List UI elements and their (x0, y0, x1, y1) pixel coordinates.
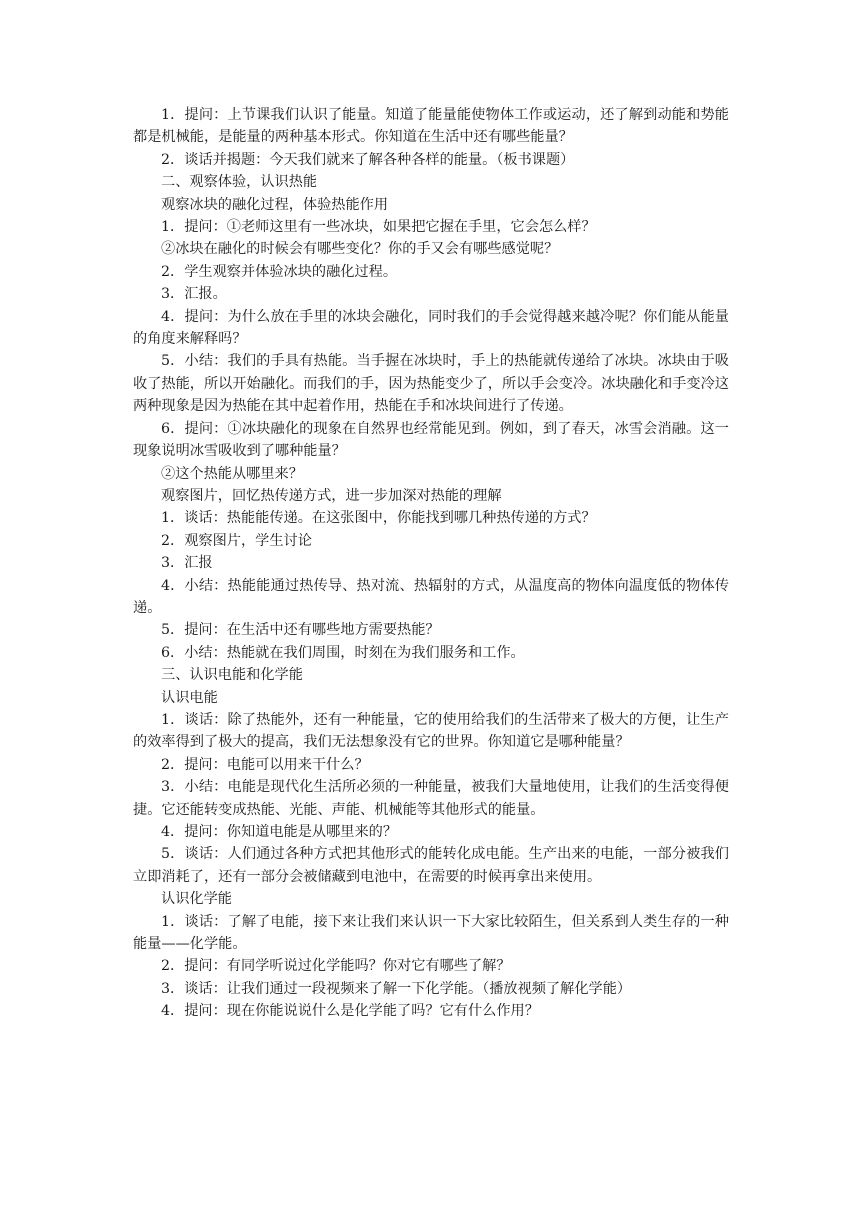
paragraph: 5．谈话：人们通过各种方式把其他形式的能转化成电能。生产出来的电能，一部分被我们立即消耗了，还有一部分会被储藏到电池中，在需要的时候再拿出来使用。 (133, 846, 729, 885)
paragraph: 4．小结：热能能通过热传导、热对流、热辐射的方式，从温度高的物体向温度低的物体传递。 (133, 577, 729, 616)
paragraph: 6．提问：①冰块融化的现象在自然界也经常能见到。例如，到了春天，冰雪会消融。这一现象说明冰雪吸收到了哪种能量？ (133, 420, 729, 460)
paragraph: 4．提问：为什么放在手里的冰块会融化，同时我们的手会觉得越来越冷呢？你们能从能量的角度来解释吗？ (133, 308, 729, 348)
paragraph: 1．谈话：热能能传递。在这张图中，你能找到哪几种热传递的方式？ (161, 510, 596, 527)
subsection-heading: 观察图片，回忆热传递方式，进一步加深对热能的理解 (161, 487, 502, 504)
section-heading: 三、认识电能和化学能 (161, 667, 303, 684)
paragraph: 2．提问：电能可以用来干什么？ (161, 756, 369, 773)
subsection-heading: 认识化学能 (161, 891, 232, 908)
paragraph: 5．提问：在生活中还有哪些地方需要热能？ (161, 622, 440, 639)
subsection-heading: 认识电能 (161, 689, 218, 706)
paragraph: 1．谈话：了解了电能，接下来让我们来认识一下大家比较陌生，但关系到人类生存的一种能量——化学能。 (133, 913, 729, 953)
paragraph: 1．提问：上节课我们认识了能量。知道了能量能使物体工作或运动，还了解到动能和势能都是机械能，是能量的两种基本形式。你知道在生活中还有哪些能量？ (133, 107, 729, 146)
paragraph: 2．提问：有同学听说过化学能吗？你对它有哪些了解？ (161, 958, 511, 975)
paragraph: 1．提问：①老师这里有一些冰块，如果把它握在手里，它会怎么样？ (161, 219, 596, 236)
document-page (133, 104, 729, 1023)
paragraph: 2．谈话并揭题：今天我们就来了解各种各样的能量。（板书课题） (161, 151, 575, 168)
paragraph: 2．学生观察并体验冰块的融化过程。 (161, 263, 398, 280)
paragraph: ②冰块在融化的时候会有哪些变化？你的手又会有哪些感觉呢？ (161, 241, 559, 258)
paragraph: 4．提问：现在你能说说什么是化学能了吗？它有什么作用？ (161, 1003, 539, 1020)
paragraph: 3．汇报。 (161, 286, 227, 303)
paragraph: 4．提问：你知道电能是从哪里来的？ (161, 824, 398, 840)
subsection-heading: 观察冰块的融化过程，体验热能作用 (161, 196, 389, 213)
paragraph: 6．小结：热能就在我们周围，时刻在为我们服务和工作。 (161, 644, 525, 661)
paragraph: 1．谈话：除了热能外，还有一种能量，它的使用给我们的生活带来了极大的方便，让生产的效率得到了极大的提高，我们无法想象没有它的世界。你知道它是哪种能量？ (133, 711, 729, 751)
paragraph: 3．汇报 (161, 555, 213, 572)
paragraph: 5．小结：我们的手具有热能。当手握在冰块时，手上的热能就传递给了冰块。冰块由于吸收了热能，所以开始融化。而我们的手，因为热能变少了，所以手会变冷。冰块融化和手变冷这两种现象是因为热能在其中起着作用，热能在手和冰块间进行了传递。 (133, 353, 729, 415)
paragraph: ②这个热能从哪里来？ (161, 465, 303, 482)
paragraph: 3．小结：电能是现代化生活所必须的一种能量，被我们大量地使用，让我们的生活变得便捷。它还能转变成热能、光能、声能、机械能等其他形式的能量。 (133, 779, 729, 818)
section-heading: 二、观察体验，认识热能 (161, 174, 318, 191)
paragraph: 2．观察图片，学生讨论 (161, 532, 312, 549)
paragraph: 3．谈话：让我们通过一段视频来了解一下化学能。（播放视频了解化学能） (161, 980, 632, 997)
